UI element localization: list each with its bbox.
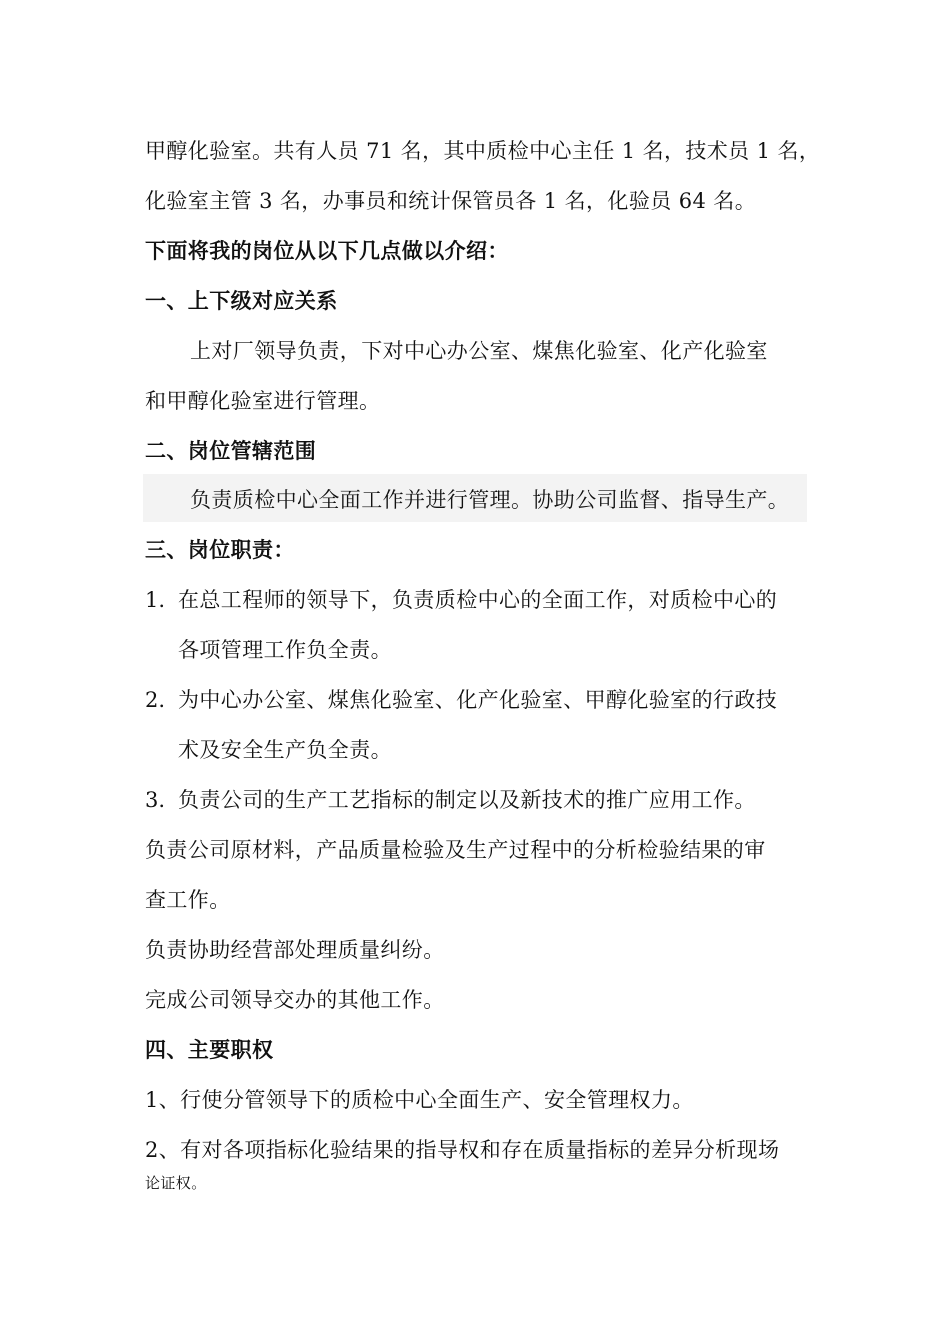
authority-2-line-2: 论证权。 bbox=[145, 1174, 207, 1192]
duty-1-line-2: 各项管理工作负全责。 bbox=[178, 638, 392, 662]
duty-3-line-1: 负责公司的生产工艺指标的制定以及新技术的推广应用工作。 bbox=[178, 788, 756, 812]
duty-6-line: 完成公司领导交办的其他工作。 bbox=[145, 988, 445, 1012]
section-2-line-1: 负责质检中心全面工作并进行管理。协助公司监督、指导生产。 bbox=[190, 488, 790, 512]
duty-5-line: 负责协助经营部处理质量纠纷。 bbox=[145, 938, 445, 962]
duty-2-line-1: 为中心办公室、煤焦化验室、化产化验室、甲醇化验室的行政技 bbox=[178, 688, 778, 712]
list-number-1: 1. bbox=[145, 588, 166, 612]
authority-2-line-1: 2、有对各项指标化验结果的指导权和存在质量指标的差异分析现场 bbox=[145, 1138, 780, 1162]
intro-line-1: 甲醇化验室。共有人员 71 名，其中质检中心主任 1 名，技术员 1 名， bbox=[145, 139, 821, 163]
duty-4-line-1: 负责公司原材料，产品质量检验及生产过程中的分析检验结果的审 bbox=[145, 838, 766, 862]
list-number-2: 2. bbox=[145, 688, 166, 712]
section-heading-1: 一、上下级对应关系 bbox=[145, 289, 338, 313]
duty-2-line-2: 术及安全生产负全责。 bbox=[178, 738, 392, 762]
intro-heading: 下面将我的岗位从以下几点做以介绍： bbox=[145, 239, 509, 263]
section-heading-4: 四、主要职权 bbox=[145, 1038, 274, 1062]
intro-line-2: 化验室主管 3 名，办事员和统计保管员各 1 名，化验员 64 名。 bbox=[145, 189, 757, 213]
duty-4-line-2: 查工作。 bbox=[145, 888, 231, 912]
section-1-line-2: 和甲醇化验室进行管理。 bbox=[145, 389, 381, 413]
section-heading-3: 三、岗位职责： bbox=[145, 538, 295, 562]
duty-1-line-1: 在总工程师的领导下，负责质检中心的全面工作，对质检中心的 bbox=[178, 588, 778, 612]
section-heading-2: 二、岗位管辖范围 bbox=[145, 439, 317, 463]
list-number-3: 3. bbox=[145, 788, 166, 812]
authority-1-line: 1、行使分管领导下的质检中心全面生产、安全管理权力。 bbox=[145, 1088, 694, 1112]
section-1-line-1: 上对厂领导负责，下对中心办公室、煤焦化验室、化产化验室 bbox=[190, 339, 768, 363]
